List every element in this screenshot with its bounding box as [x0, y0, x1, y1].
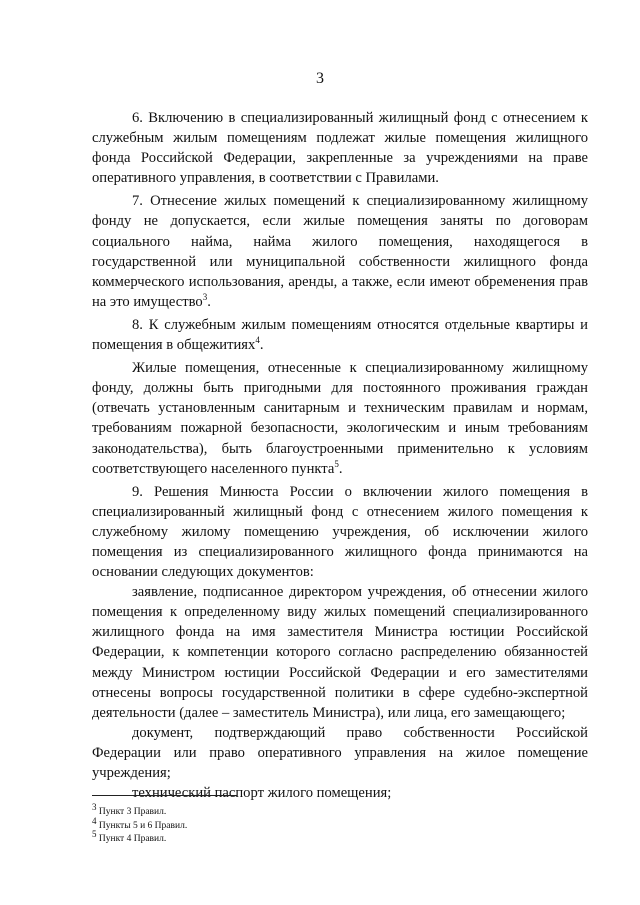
paragraph-9: [92, 482, 588, 582]
list-item-technical-passport: [92, 783, 588, 803]
list-item-application: [92, 582, 588, 723]
paragraph-end: .: [207, 293, 211, 310]
paragraph-6: [92, 108, 588, 188]
paragraph-text: заявление, подписанное директором учреждения, об отнесении жилого помещения к определенному виду жилых помещений специализированного жилищного фонда на имя заместителя Министра юстиции Российской Федерации, к компетенции которого согласно распределению обязанностей между Министром юстиции Российской Федерации и его заместителями отнесены вопросы государственной политики в сфере судебно-экспертной деятельности (далее – заместитель Министра), или лица, его замещающего;: [92, 584, 588, 721]
footnote-4: [92, 815, 392, 834]
footnote-3: [92, 801, 392, 820]
paragraph-text: Жилые помещения, отнесенные к специализированному жилищному фонду, должны быть пригодными для постоянного проживания граждан (отвечать установленным санитарным и техническим правилам и нормам, требованиям пожарной безопасности, экологическим и иным требованиям законодательства), быть благоустроенными применительно к условиям соответствующего населенного пункта: [92, 360, 588, 477]
footnote-text: Пункт 4 Правил.: [98, 834, 167, 844]
footnote-text: Пункт 3 Правил.: [98, 807, 167, 817]
footnote-ref: 5: [334, 458, 339, 469]
paragraph-text: 8. К служебным жилым помещениям относятся отдельные квартиры и помещения в общежитиях: [92, 316, 588, 354]
paragraph-7: [92, 191, 588, 312]
footnote-mark: 4: [92, 815, 97, 826]
paragraph-8: [92, 315, 588, 355]
footnote-5: [92, 828, 392, 847]
footnote-mark: 5: [92, 828, 97, 839]
paragraph-text: технический паспорт жилого помещения;: [132, 785, 392, 802]
footnote-separator: [92, 795, 237, 796]
footnote-text: Пункты 5 и 6 Правил.: [98, 820, 188, 831]
paragraph-text: 6. Включению в специализированный жилищный фонд с отнесением к служебным жилым помещениям подлежат жилые помещения жилищного фонда Российской Федерации, закрепленные за учреждениями на праве оперативного управления, в соответствии с Правилами.: [92, 110, 588, 187]
paragraph-8-cont: [92, 358, 588, 479]
footnote-ref: 4: [255, 335, 260, 346]
document-body: [92, 108, 588, 803]
list-item-ownership-document: [92, 723, 588, 783]
paragraph-end: .: [259, 337, 264, 354]
footnote-ref: 3: [202, 291, 208, 302]
page-number: 3: [316, 70, 324, 87]
paragraph-end: .: [338, 460, 343, 477]
paragraph-text: документ, подтверждающий право собственности Российской Федерации или право оперативного управления на жилое помещение учреждения;: [92, 724, 588, 781]
paragraph-text: 7. Отнесение жилых помещений к специализированному жилищному фонду не допускается, если жилые помещения заняты по договорам социального найма, найма жилого помещения, находящегося в государственной или муниципальной собственности жилищного фонда коммерческого использования, аренды, а также, если имеют обременения прав на это имущество: [92, 193, 588, 310]
footnotes: [92, 801, 392, 847]
paragraph-text: 9. Решения Минюста России о включении жилого помещения в специализированный жилищный фонд с отнесением жилого помещения к служебному жилому помещению учреждения, об исключении жилого помещения из специализированного жилищного фонда принимаются на основании следующих документов:: [92, 483, 588, 581]
footnote-mark: 3: [92, 801, 97, 812]
